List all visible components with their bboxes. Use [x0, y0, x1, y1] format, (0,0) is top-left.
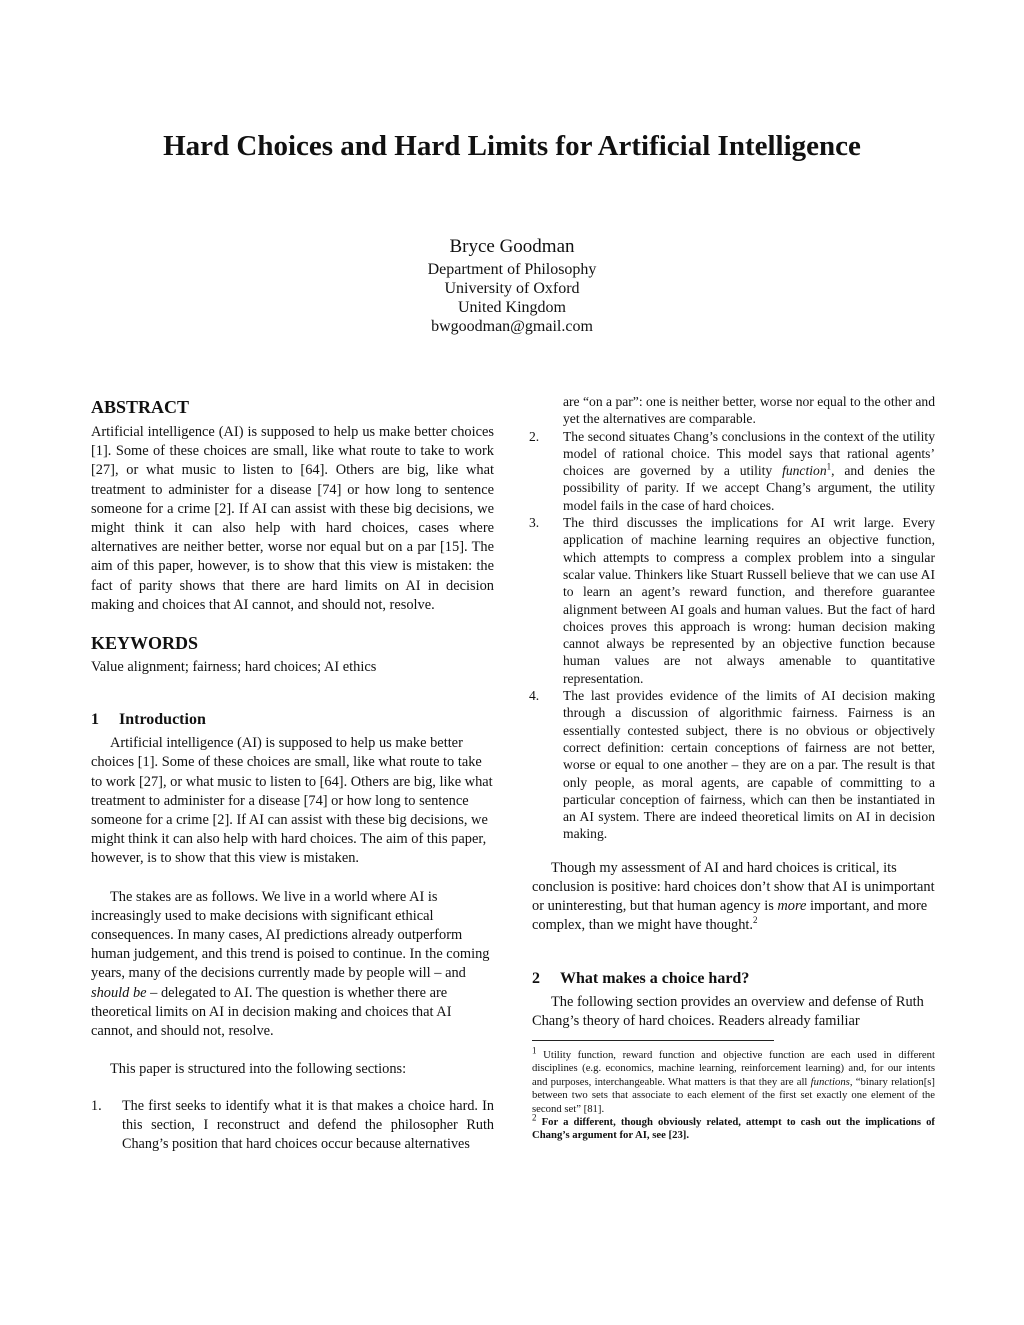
- list-item-1-continued: are “on a par”: one is neither better, worse nor equal to the other and yet the alternatives are comparable.: [563, 394, 935, 427]
- intro-paragraph-3: This paper is structured into the following sections:: [110, 1061, 407, 1078]
- list-item-2-text-b: , and denies the possibility of parity. If we accept Chang’s argument, the utility model fails in the case of hard choices.: [563, 463, 935, 513]
- intro-paragraph-4: [532, 859, 935, 936]
- footnote-1-marker: 1: [532, 1045, 537, 1056]
- abstract-heading: ABSTRACT: [91, 397, 190, 417]
- abstract-text: Artificial intelligence (AI) is supposed to help us make better choices [1]. Some of these choices are small, like what route to take to work [27], or what music to listen to [64]. Others are big, like what treatment to administer for a disease [74] or how long to sentence someone for a crime [2]. If AI can assist with these big decisions, we might think it can also help with hard choices, cases where alternatives are neither better, worse nor equal but on a par [15]. The aim of this paper, however, is to show that this view is mistaken: the fact of parity shows that there are hard limits on AI in decision making and choices that AI cannot, and should not, resolve.: [91, 424, 494, 613]
- section2-heading: [532, 968, 935, 990]
- left-column: [91, 392, 494, 1154]
- intro-paragraph-2: [91, 888, 494, 1042]
- footnote-1-emphasis: functions: [810, 1075, 850, 1088]
- intro-p4-text-b: important, and more complex, than we might have thought.: [532, 898, 928, 934]
- footnote-2: [532, 1112, 935, 1143]
- sections-list-continued: [529, 428, 935, 843]
- section2-title: What makes a choice hard?: [560, 969, 750, 987]
- list-item-3-number: 3.: [529, 515, 540, 531]
- list-item-1: [91, 1097, 494, 1153]
- footnote-ref-2[interactable]: 2: [753, 915, 758, 926]
- keywords-text: Value alignment; fairness; hard choices; AI ethics: [91, 659, 377, 676]
- sections-list: [91, 1097, 494, 1153]
- paper-title: Hard Choices and Hard Limits for Artificial Intelligence: [163, 130, 861, 162]
- section2-number: 2: [532, 969, 540, 987]
- author-email: bwgoodman@gmail.com: [431, 318, 593, 335]
- footnote-rule: [532, 1040, 774, 1041]
- footnote-1-text-a: Utility function, reward function and objective function are each used in different disciplines (e.g. economics, machine learning, reinforcement learning) and, for our intents and purposes, interchangeable. What matters is that they are all: [532, 1048, 935, 1088]
- author-department: Department of Philosophy: [427, 261, 597, 278]
- author-name: Bryce Goodman: [449, 236, 575, 257]
- section2-paragraph-1: The following section provides an overview and defense of Ruth Chang’s theory of hard choices. Readers already familiar: [532, 993, 924, 1029]
- list-item-4-text: The last provides evidence of the limits of AI decision making through a discussion of algorithmic fairness. Fairness is an essentially contested subject, there is no obvious or objectively correct definition: certain conceptions of fairness are not better, worse or equal to one another – they are on a par. The result is that only people, as moral agents, are capable of committing to a particular conception of fairness, which can then be instantiated in an AI system. There are indeed theoretical limits on AI in decision making.: [563, 688, 935, 842]
- list-item-3: [529, 514, 935, 687]
- intro-heading: [91, 709, 494, 731]
- list-item-1-number: 1.: [91, 1098, 102, 1115]
- intro-p2-text-b: – delegated to AI. The question is whether there are theoretical limits on AI in decision making and choices that AI cannot, and should not, resolve.: [91, 984, 452, 1040]
- intro-p2-text-a: The stakes are as follows. We live in a world where AI is increasingly used to make decisions with significant ethical consequences. In many cases, AI predictions already outperform human judgement, and this trend is poised to continue. In the coming years, many of the decisions currently made by people will – and: [91, 888, 490, 982]
- list-item-4: [529, 687, 935, 843]
- right-column: [529, 393, 935, 1143]
- footnote-ref-1[interactable]: 1: [826, 461, 832, 472]
- author-university: University of Oxford: [444, 280, 580, 297]
- intro-paragraph-1: Artificial intelligence (AI) is supposed to help us make better choices [1]. Some of these choices are small, like what route to take to work [27], or what music to listen to [64]. Others are big, like what treatment to administer for a disease [74] or how long to sentence someone for a crime [2]. If AI can assist with these big decisions, we might think it can also help with hard choices. The aim of this paper, however, is to show that this view is mistaken.: [91, 735, 493, 867]
- intro-p4-text-a: Though my assessment of AI and hard choices is critical, its conclusion is positive: hard choices don’t show that AI is unimportant or uninteresting, but that human agency is: [532, 859, 935, 915]
- footnote-2-marker: 2: [532, 1112, 537, 1123]
- intro-p4-emphasis: more: [777, 898, 807, 915]
- keywords-heading: KEYWORDS: [91, 633, 199, 654]
- intro-title: Introduction: [119, 711, 206, 729]
- list-item-2: [529, 428, 935, 514]
- list-item-2-emphasis: function: [782, 463, 827, 479]
- footnote-1: [532, 1045, 935, 1116]
- footnote-2-text: For a different, though obviously related, attempt to cash out the implications of Chang’s argument for AI, see [23].: [532, 1115, 935, 1142]
- list-item-3-text: The third discusses the implications for AI writ large. Every application of machine learning requires an objective function, which attempts to compress a complex problem into a singular scalar value. Thinkers like Stuart Russell believe that we can use AI to learn an agent’s reward function, and therefore guarantee alignment between AI goals and human values. But the fact of hard choices proves this approach is wrong: human decision making cannot always be represented by an objective function because human values are not always amenable to quantitative representation.: [563, 515, 935, 686]
- list-item-2-text-a: The second situates Chang’s conclusions in the context of the utility model of rational choice. This model says that rational agents’ choices are governed by a utility: [563, 428, 935, 479]
- list-item-4-number: 4.: [529, 688, 540, 704]
- intro-p2-emphasis: should be: [91, 984, 147, 1001]
- footnote-1-text-b: , “binary relation[s] between two sets that associate to each element of the first set exactly one element of the second set” [81].: [532, 1075, 935, 1115]
- intro-number: 1: [91, 711, 99, 729]
- author-block: [0, 234, 1024, 336]
- list-item-1-text: The first seeks to identify what it is that makes a choice hard. In this section, I reconstruct and defend the philosopher Ruth Chang’s position that hard choices occur because alternatives: [122, 1098, 494, 1153]
- list-item-2-number: 2.: [529, 428, 540, 444]
- author-country: United Kingdom: [458, 299, 566, 316]
